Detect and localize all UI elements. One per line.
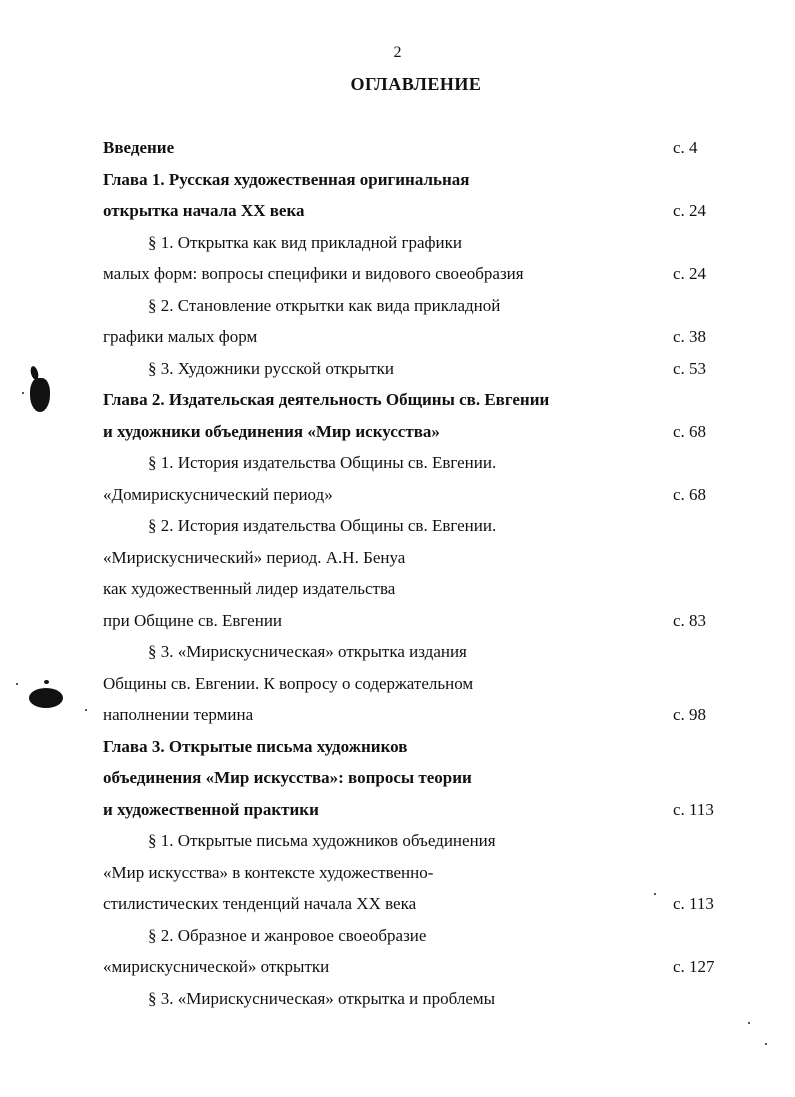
toc-entry-text: объединения «Мир искусства»: вопросы теории [103, 768, 472, 787]
toc-entry-text: графики малых форм [103, 327, 258, 346]
toc-entry-text: § 2. Образное и жанровое своеобразие [148, 925, 427, 945]
toc-entry-text: § 3. Художники русской открытки [148, 358, 395, 378]
table-of-contents [0, 136, 795, 1018]
toc-entry-line [0, 861, 795, 893]
toc-entry-text: Глава 3. Открытые письма художников [103, 736, 408, 756]
toc-entry-page: с. 113 [673, 894, 714, 913]
toc-entry-text: «Домирискуснический период» [103, 484, 333, 504]
toc-entry-text: § 1. Открытка как вид прикладной графики [148, 232, 463, 252]
toc-entry-text: «мирискуснической» открытки [103, 957, 330, 976]
toc-entry-line [0, 892, 795, 924]
toc-entry-text: наполнении термина [103, 705, 254, 724]
scan-speck [765, 1043, 767, 1045]
toc-entry-text: как художественный лидер издательства [103, 579, 396, 598]
scan-speck [16, 683, 18, 685]
toc-entry-text: § 1. История издательства Общины св. Евгении. [148, 453, 497, 472]
toc-entry-page: с. 38 [673, 327, 707, 346]
toc-entry-line [0, 388, 795, 420]
toc-entry-page: с. 113 [673, 799, 714, 819]
toc-entry-line [0, 357, 795, 389]
toc-entry-page: с. 53 [673, 358, 707, 378]
toc-entry-line [0, 325, 795, 357]
toc-entry-text: и художники объединения «Мир искусства» [103, 421, 440, 441]
toc-entry-line [0, 766, 795, 798]
toc-entry-page: с. 83 [673, 610, 707, 630]
toc-entry-text: «Мир искусства» в контексте художественно- [103, 862, 434, 882]
toc-entry-line [0, 168, 795, 200]
toc-entry-text: стилистических тенденций начала XX века [103, 894, 417, 913]
toc-entry-text: «Мирискуснический» период. А.Н. Бенуа [103, 547, 406, 567]
scan-speck [85, 709, 87, 711]
ink-blot [44, 680, 49, 684]
toc-entry-line [0, 136, 795, 168]
toc-entry-line [0, 672, 795, 704]
toc-entry-text: открытка начала XX века [103, 201, 305, 220]
toc-entry-text: Введение [103, 138, 175, 157]
toc-entry-page: с. 68 [673, 484, 707, 504]
toc-entry-page: с. 24 [673, 201, 707, 220]
toc-entry-text: § 3. «Мирискусническая» открытка и проблемы [148, 988, 496, 1008]
toc-entry-line [0, 609, 795, 641]
toc-entry-page: с. 127 [673, 957, 715, 976]
toc-entry-line [0, 577, 795, 609]
toc-entry-line [0, 483, 795, 515]
toc-entry-line [0, 735, 795, 767]
scan-speck [748, 1022, 750, 1024]
toc-entry-text: Глава 2. Издательская деятельность Общины св. Евгении [103, 390, 550, 409]
ink-blot [30, 378, 50, 412]
toc-entry-line [0, 924, 795, 956]
toc-entry-text: § 1. Открытые письма художников объединения [148, 831, 496, 850]
toc-entry-text: § 2. Становление открытки как вида прикладной [148, 295, 501, 315]
page-number: 2 [393, 44, 402, 61]
toc-entry-line [0, 420, 795, 452]
toc-entry-text: малых форм: вопросы специфики и видового своеобразия [103, 264, 524, 283]
toc-entry-line [0, 451, 795, 483]
toc-entry-line [0, 987, 795, 1019]
toc-entry-text: Общины св. Евгении. К вопросу о содержательном [103, 673, 474, 693]
scan-speck [22, 392, 24, 394]
toc-entry-text: § 2. История издательства Общины св. Евгении. [148, 516, 497, 535]
toc-entry-line [0, 703, 795, 735]
toc-entry-line [0, 546, 795, 578]
toc-entry-line [0, 955, 795, 987]
toc-entry-line [0, 231, 795, 263]
toc-entry-page: с. 24 [673, 264, 707, 283]
toc-entry-page: с. 4 [673, 138, 698, 157]
toc-entry-page: с. 98 [673, 705, 707, 724]
toc-entry-line [0, 798, 795, 830]
ink-blot [29, 688, 63, 708]
toc-entry-page: с. 68 [673, 421, 707, 441]
toc-entry-line [0, 294, 795, 326]
toc-entry-text: § 3. «Мирискусническая» открытка издания [148, 642, 467, 661]
toc-entry-line [0, 514, 795, 546]
toc-entry-line [0, 262, 795, 294]
toc-entry-text: Глава 1. Русская художественная оригинальная [103, 169, 470, 189]
toc-entry-line [0, 640, 795, 672]
toc-entry-line [0, 199, 795, 231]
toc-entry-text: и художественной практики [103, 799, 319, 819]
toc-entry-line [0, 829, 795, 861]
page-title: ОГЛАВЛЕНИЕ [350, 74, 482, 94]
toc-entry-text: при Общине св. Евгении [103, 610, 283, 630]
scan-speck [654, 893, 656, 895]
